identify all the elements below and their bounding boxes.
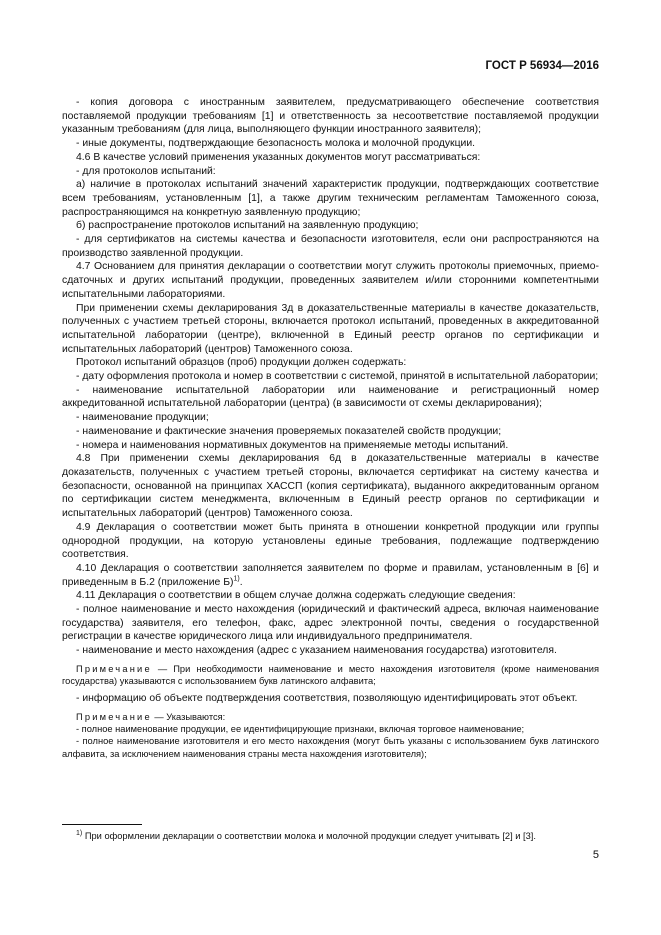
note-paragraph-2: Примечание — Указываются: — [76, 711, 226, 722]
document-body — [62, 96, 599, 760]
body-paragraph: - дату оформления протокола и номер в соответствии с системой, принятой в испытательной лаборатории; — [76, 371, 599, 383]
body-paragraph: Протокол испытаний образцов (проб) продукции должен содержать: — [76, 357, 407, 369]
note-label: Примечание — [76, 711, 152, 722]
body-paragraph: - копия договора с иностранным заявителем, предусматривающего обеспечение соответствия поставляемой продукции требованиям [1] и ответственность за несоответствие поставляемой продукции указанным требованиям (для лица, выполняющего функции иностранного заявителя); — [62, 97, 599, 136]
body-paragraph: б) распространение протоколов испытаний на заявленную продукцию; — [76, 220, 419, 232]
body-paragraph: 4.9 Декларация о соответствии может быть принята в отношении конкретной продукции или группы однородной продукции, на которую установлены единые требования, подлежащие подтверждению соответствия. — [62, 521, 599, 561]
body-paragraph: - для протоколов испытаний: — [76, 165, 216, 177]
footnote-ref: 1) — [233, 575, 240, 583]
body-paragraph: - полное наименование и место нахождения (юридический и фактический адреса, включая наименование государства) заявителя, его телефон, факс, адрес электронной почты, сведения о государственной регистрации в качестве юридического лица или индивидуального предпринимателя. — [62, 604, 599, 643]
note-item: - полное наименование продукции, ее идентифицирующие признаки, включая торговое наименование; — [76, 724, 525, 735]
body-paragraph: - наименование испытательной лаборатории или наименование и регистрационный номер аккредитованной испытательной лаборатории (центра) (в зависимости от схемы декларирования); — [62, 384, 599, 410]
body-paragraph: При применении схемы декларирования 3д в доказательственные материалы в качестве доказательств, полученных с участием третьей стороны, включается протокол испытаний, проведенных в аккредитованной испытательной лаборатории (центре), включенной в Единый реестр органов по сертификации и испытательных лабораторий (центров) Таможенного союза. — [62, 302, 599, 355]
paragraph-list — [62, 96, 599, 658]
footnote-separator — [62, 824, 142, 825]
body-paragraph: 4.11 Декларация о соответствии в общем случае должна содержать следующие сведения: — [76, 590, 516, 602]
body-paragraph: 4.7 Основанием для принятия декларации о соответствии могут служить протоколы приемочных, приемо-сдаточных и других испытаний продукции, проведенных заявителем и/или сторонними компетентными испытательными лабораториями. — [62, 261, 599, 300]
body-paragraph: - иные документы, подтверждающие безопасность молока и молочной продукции. — [76, 138, 476, 150]
footnote-mark: 1) — [76, 829, 83, 837]
page-number: 5 — [592, 849, 599, 861]
body-paragraph: - наименование продукции; — [76, 412, 209, 424]
body-paragraph: - номера и наименования нормативных документов на применяемые методы испытаний. — [76, 439, 509, 451]
body-paragraph: а) наличие в протоколах испытаний значений характеристик продукции, подтверждающих соответствие всем требованиям, установленным [1], а также другим техническим регламентам Таможенного союза, распространяющимся на конкретную заявленную продукцию; — [62, 179, 599, 218]
body-paragraph: - наименование и место нахождения (адрес с указанием наименования государства) изготовителя. — [76, 645, 557, 657]
body-paragraph: - наименование и фактические значения проверяемых показателей свойств продукции; — [76, 425, 502, 437]
note-text: При необходимости наименование и место нахождения изготовителя (кроме наименования государства) указываются с использованием букв латинского алфавита; — [62, 663, 599, 687]
footnote-text: При оформлении декларации о соответствии молока и молочной продукции следует учитывать [2] и [3]. — [82, 831, 536, 841]
document-standard-number: ГОСТ Р 56934—2016 — [485, 60, 599, 72]
paragraph-object-info: - информацию об объекте подтверждения соответствия, позволяющую идентифицировать этот объект. — [76, 693, 578, 705]
note-text: Указываются: — [166, 711, 226, 722]
note-label: Примечание — [76, 663, 152, 674]
note-item: - полное наименование изготовителя и его место нахождения (могут быть указаны с использованием букв латинского алфавита, за исключением наименования страны места нахождения изготовителя); — [62, 736, 599, 759]
note-paragraph-1: Примечание — При необходимости наименование и место нахождения изготовителя (кроме наименования государства) указываются с использованием букв латинского алфавита; — [62, 663, 599, 687]
footnote — [62, 830, 599, 842]
body-paragraph: 4.10 Декларация о соответствии заполняется заявителем по форме и правилам, установленным в [6] и приведенным в Б.2 (приложение Б)$^{1)}$. — [62, 562, 599, 588]
body-paragraph: 4.8 При применении схемы декларирования 6д в доказательственные материалы в качестве доказательств, полученных с участием третьей стороны, включается сертификат на систему качества и безопасности, основанной на принципах ХАССП (копия сертификата), выданного аккредитованным органом по сертификации систем менеджмента, включенным в Единый реестр органов по сертификации и испытательных лабораторий (центров) Таможенного союза. — [62, 453, 599, 520]
body-paragraph: - для сертификатов на системы качества и безопасности изготовителя, если они распространяются на производство заявленной продукции. — [62, 234, 599, 259]
body-paragraph: 4.6 В качестве условий применения указанных документов могут рассматриваться: — [76, 151, 481, 163]
